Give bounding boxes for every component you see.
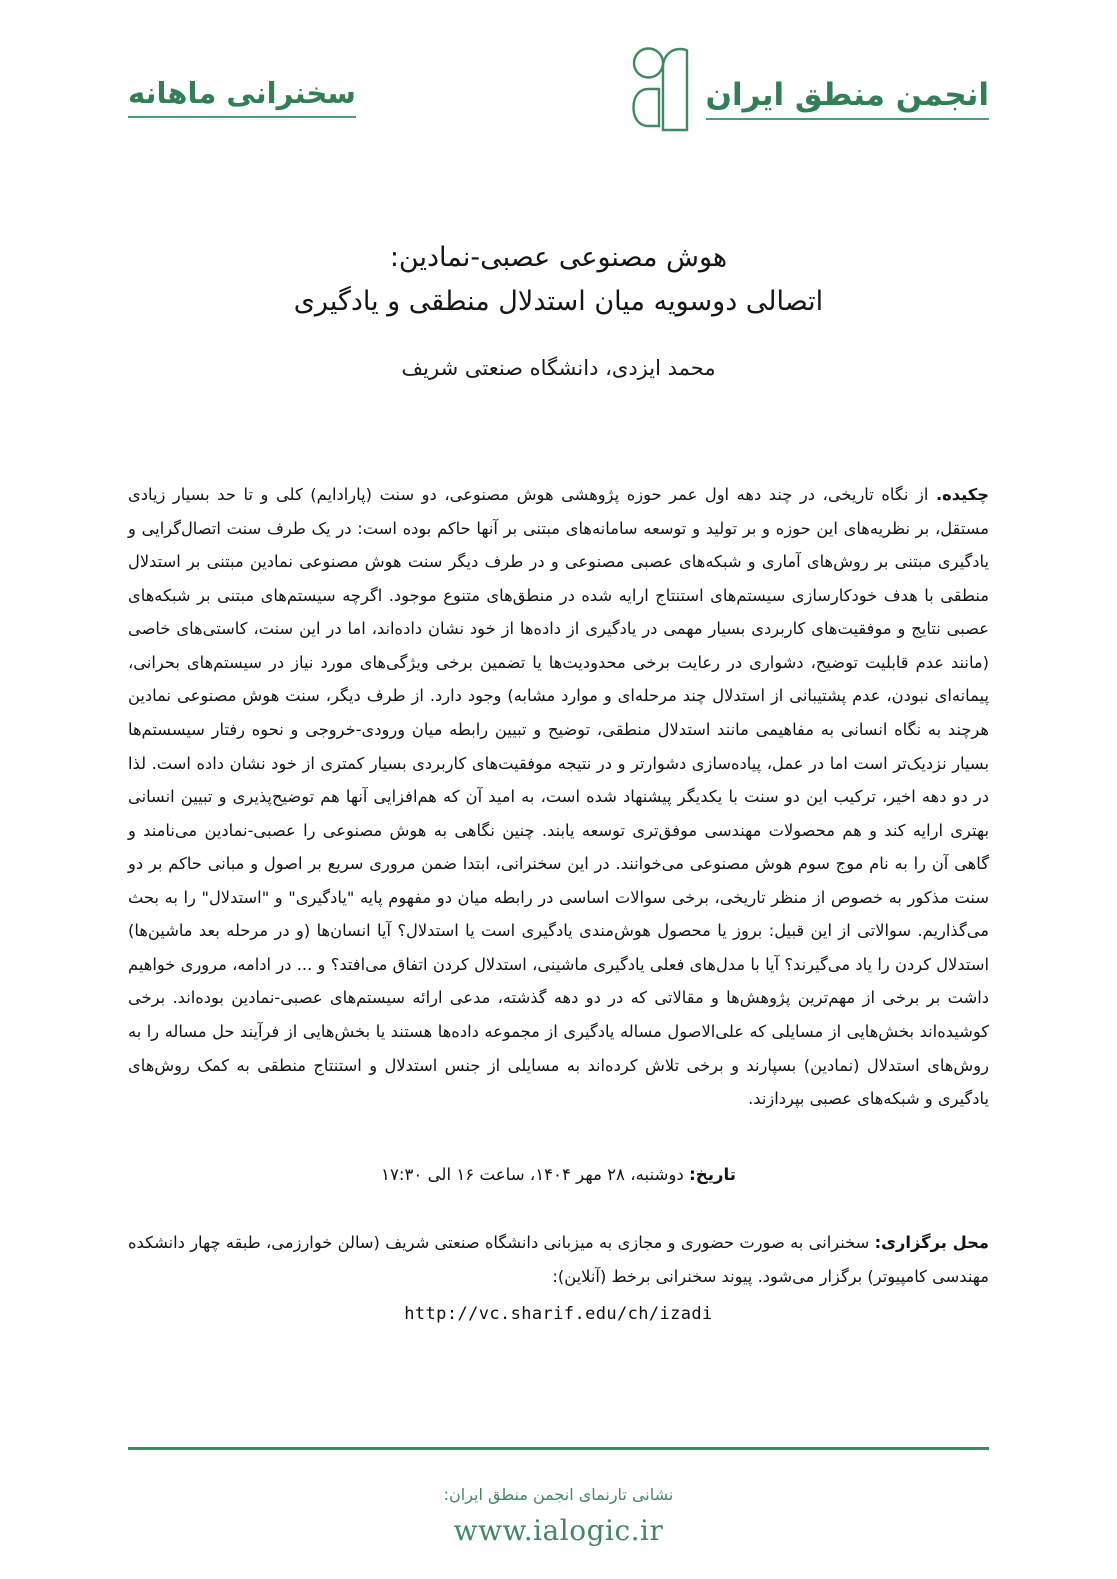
association-branding (630, 42, 990, 132)
monthly-lecture-banner (128, 76, 356, 118)
monthly-lecture-label: سخنرانی ماهانه (128, 76, 356, 118)
footer-divider (128, 1447, 989, 1450)
online-meeting-link[interactable]: http://vc.sharif.edu/ch/izadi (404, 1304, 713, 1324)
page-header (128, 42, 989, 162)
talk-title-line-1: هوش مصنوعی عصبی-نمادین: (389, 242, 728, 273)
footer-caption: نشانی تارنمای انجمن منطق ایران: (443, 1485, 674, 1504)
speaker-affiliation: محمد ایزدی، دانشگاه صنعتی شریف (401, 356, 716, 381)
abstract-section (128, 478, 989, 1116)
venue-label: محل برگزاری: (874, 1233, 989, 1252)
page-title (128, 236, 989, 323)
event-venue-line (128, 1226, 989, 1293)
association-website-url[interactable]: www.ialogic.ir (453, 1513, 664, 1547)
date-value: دوشنبه، ۲۸ مهر ۱۴۰۴، ساعت ۱۶ الی ۱۷:۳۰ (381, 1165, 690, 1184)
abstract-body: از نگاه تاریخی، در چند دهه اول عمر حوزه پژوهشی هوش مصنوعی، دو سنت (پارادایم) کلی و تا حد بسیار زیادی مستقل، بر نظریه‌های این حوزه و بر تولید و توسعه سامانه‌های مبتنی بر آنها حاکم بوده است: در یک طرف سنت اتصال‌گرایی و یادگیری مبتنی بر روش‌های آماری و شبکه‌های عصبی مصنوعی و در طرف دیگر سنت هوش مصنوعی نمادین مبتنی بر استدلال منطقی با هدف خودکارسازی سیستم‌های استنتاج ارایه شده در منطق‌های متنوع موجود. اگرچه سیستم‌های مبتنی بر شبکه‌های عصبی نتایج و موفقیت‌های کاربردی بسیار مهمی در یادگیری از داده‌ها از خود نشان داده‌اند، اما در این سنت، کاستی‌های خاصی (مانند عدم قابلیت توضیح، دشواری در رعایت برخی محدودیت‌ها یا تضمین برخی ویژگی‌های مورد نیاز در سیستم‌های بحرانی، پیمانه‌ای نبودن، عدم پشتیبانی از استدلال چند مرحله‌ای و موارد مشابه) وجود دارد. از طرف دیگر، سنت هوش مصنوعی نمادین هرچند به نگاه انسانی به مفاهیمی مانند استدلال منطقی، توضیح و تبیین رابطه میان ورودی-خروجی و نحوه رفتار سیسستم‌ها بسیار نزدیک‌تر است اما در عمل، پیاده‌سازی دشوارتر و در نتیجه موفقیت‌های کاربردی بسیار کمتری از خود نشان داده است. لذا در دو دهه اخیر، ترکیب این دو سنت با یکدیگر پیشنهاد شده است، به امید آن که هم‌افزایی آنها هم توضیح‌پذیری و تبیین انسانی بهتری ارایه کند و هم محصولات مهندسی موفق‌تری توسعه یابند. چنین نگاهی به هوش مصنوعی را عصبی-نمادین می‌نامند و گاهی آن را به نام موج سوم هوش مصنوعی می‌خوانند. در این سخنرانی، ابتدا ضمن مروری سریع بر اصول و مبانی حاکم بر دو سنت مذکور به خصوص از منظر تاریخی، برخی سوالات اساسی در رابطه میان دو مفهوم پایه "یادگیری" و "استدلال" را به بحث می‌گذاریم. سوالاتی از این قبیل: بروز یا محصول هوش‌مندی یادگیری است یا استدلال؟ آیا انسان‌ها (و در مرحله بعد ماشین‌ها) استدلال کردن را یاد می‌گیرند؟ آیا با مدل‌های فعلی یادگیری ماشینی، استدلال کردن اتفاق می‌افتد؟ و ... در ادامه، مروری خواهیم داشت بر برخی از مهم‌ترین پژوهش‌ها و مقالاتی که در دو دهه گذشته، مدعی ارائه سیستم‌های عصبی-نمادین بوده‌اند. برخی کوشیده‌اند بخش‌هایی از مسایلی که علی‌الاصول مساله یادگیری از مجموعه داده‌ها هستند یا بخش‌هایی از فرآیند حل مساله را به روش‌های استدلال (نمادین) بسپارند و برخی تلاش کرده‌اند به مسایلی از جنس استدلال و استنتاج منطقی به کمک روش‌های یادگیری و شبکه‌های عصبی بپردازند. (128, 485, 989, 1109)
association-logo-a-mark (630, 44, 692, 132)
event-date-line (128, 1158, 989, 1191)
page-footer (128, 1482, 989, 1549)
talk-title-block (128, 236, 989, 385)
date-label: تاریخ: (689, 1165, 736, 1184)
association-wordmark: انجمن منطق ایران (706, 78, 990, 120)
venue-value: سخنرانی به صورت حضوری و مجازی به میزبانی دانشگاه صنعتی شریف (سالن خوارزمی، طبقه چهار دانشکده مهندسی کامپیوتر) برگزار می‌شود. پیوند سخنرانی برخط (آنلاین): (128, 1233, 989, 1286)
online-link-row (128, 1304, 989, 1324)
abstract-label: چکیده. (935, 485, 989, 504)
talk-title-line-2: اتصالی دوسویه میان استدلال منطقی و یادگیری (293, 285, 824, 317)
